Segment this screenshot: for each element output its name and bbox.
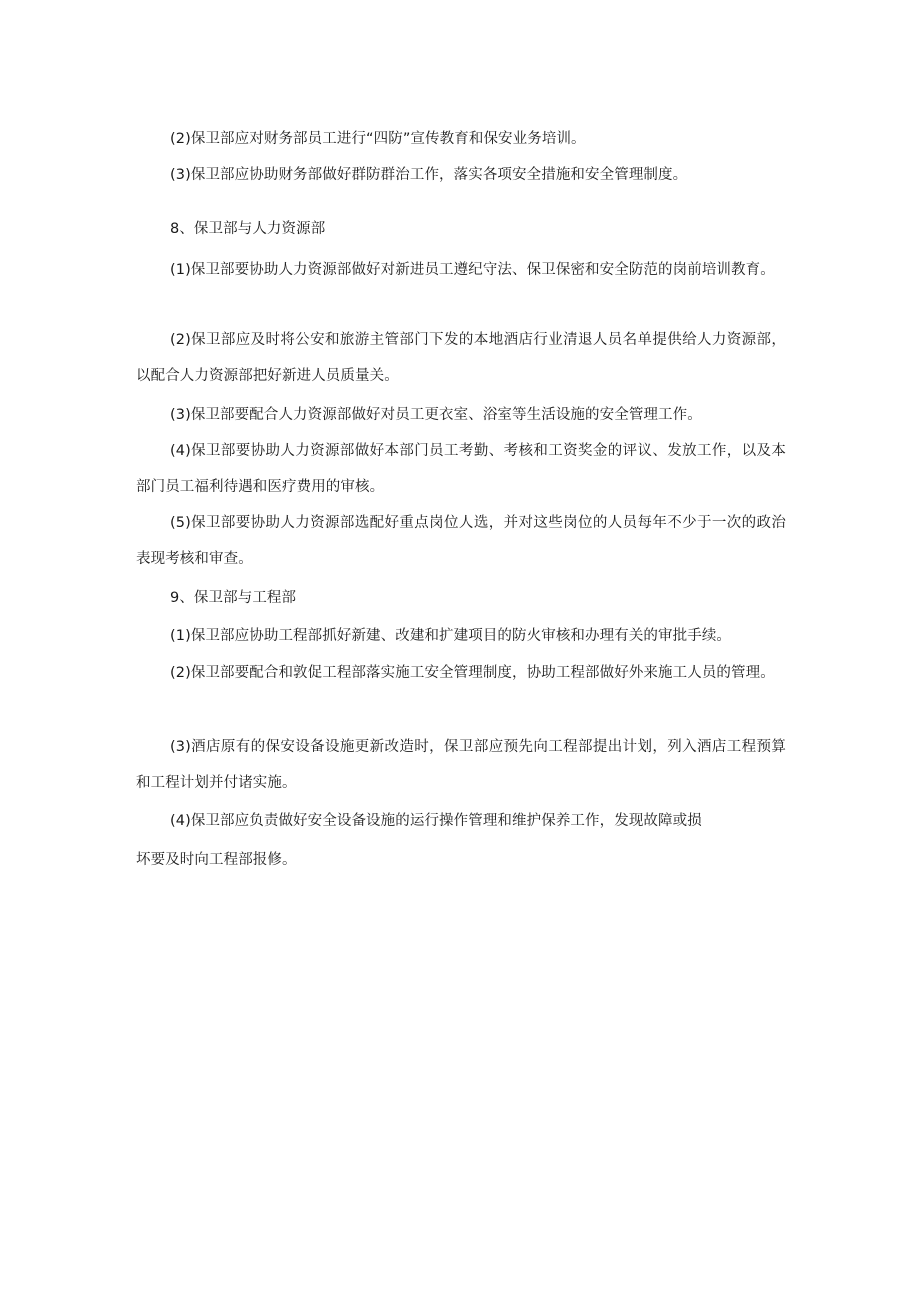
paragraph-hr-4: (4)保卫部要协助人力资源部做好本部门员工考勤、考核和工资奖金的评议、发放工作，以及本部门员工福利待遇和医疗费用的审核。 (136, 443, 786, 495)
paragraph-hr-1: (1)保卫部要协助人力资源部做好对新进员工遵纪守法、保卫保密和安全防范的岗前培训教育。 (170, 262, 775, 278)
section-heading-hr: 8、保卫部与人力资源部 (170, 221, 326, 237)
section-heading-engineering: 9、保卫部与工程部 (170, 590, 297, 606)
paragraph-hr-5: (5)保卫部要协助人力资源部选配好重点岗位人选，并对这些岗位的人员每年不少于一次的政治表现考核和审查。 (136, 515, 786, 567)
paragraph-eng-4-line1: (4)保卫部应负责做好安全设备设施的运行操作管理和维护保养工作，发现故障或损 (170, 813, 702, 829)
paragraph-eng-1: (1)保卫部应协助工程部抓好新建、改建和扩建项目的防火审核和办理有关的审批手续。 (170, 628, 732, 644)
paragraph-finance-2: (2)保卫部应对财务部员工进行“四防”宣传教育和保安业务培训。 (170, 131, 586, 147)
paragraph-finance-3: (3)保卫部应协助财务部做好群防群治工作，落实各项安全措施和安全管理制度。 (170, 167, 688, 183)
paragraph-eng-2: (2)保卫部要配合和敦促工程部落实施工安全管理制度，协助工程部做好外来施工人员的管理。 (170, 665, 775, 681)
paragraph-hr-2: (2)保卫部应及时将公安和旅游主管部门下发的本地酒店行业清退人员名单提供给人力资源部，以配合人力资源部把好新进人员质量关。 (136, 332, 786, 384)
paragraph-hr-3: (3)保卫部要配合人力资源部做好对员工更衣室、浴室等生活设施的安全管理工作。 (170, 407, 702, 423)
paragraph-eng-3: (3)酒店原有的保安设备设施更新改造时，保卫部应预先向工程部提出计划，列入酒店工程预算和工程计划并付诸实施。 (136, 739, 786, 791)
paragraph-eng-4-line2: 坏要及时向工程部报修。 (136, 852, 297, 868)
